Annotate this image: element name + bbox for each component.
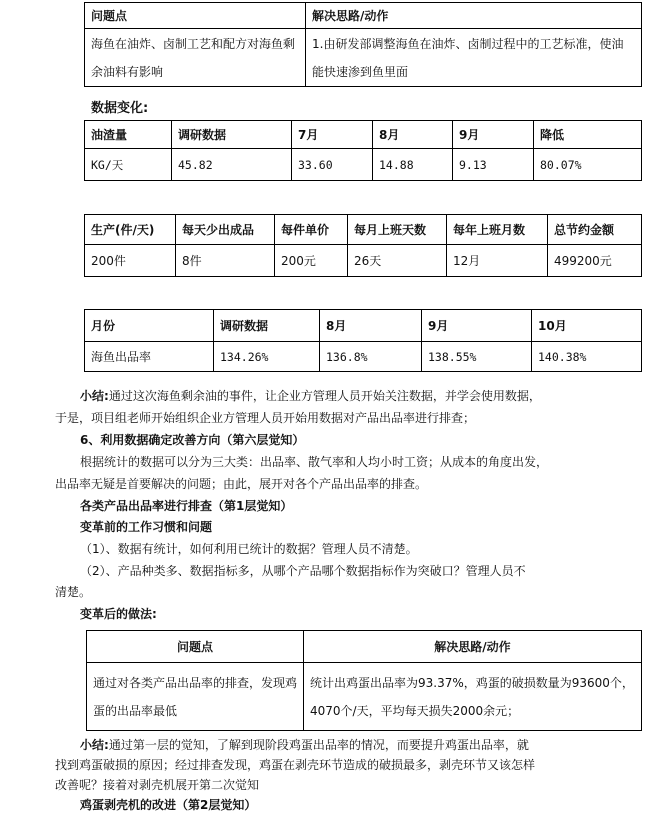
table2-header-4: 9月	[453, 121, 534, 149]
table5-header-solution: 解决思路/动作	[304, 631, 642, 663]
table2-cell-4: 9.13	[453, 149, 534, 181]
table1-header-problem: 问题点	[85, 3, 306, 29]
table4-cell-0: 海鱼出品率	[85, 342, 214, 372]
table4-cell-2: 136.8%	[320, 342, 422, 372]
table2-cell-5: 80.07%	[534, 149, 642, 181]
problem-solution-table-fish	[84, 2, 642, 87]
summary2-line3: 改善呢？接着对剥壳机展开第二次觉知	[55, 778, 260, 792]
summary1-label: 小结:	[80, 389, 109, 403]
summary2-text1: 通过第一层的觉知，了解到现阶段鸡蛋出品率的情况，而要提升鸡蛋出品率，就	[108, 738, 529, 752]
table3-cell-0: 200件	[85, 245, 176, 277]
table3-cell-1: 8件	[176, 245, 275, 277]
table3-cell-3: 26天	[348, 245, 447, 277]
summary1-line2: 于是，项目组老师开始组织企业方管理人员开始用数据对产品出品率进行排查；	[55, 411, 476, 425]
data-change-heading: 数据变化:	[91, 101, 149, 116]
table2-header-3: 8月	[373, 121, 453, 149]
table3-cell-5: 499200元	[548, 245, 642, 277]
table2-cell-3: 14.88	[373, 149, 453, 181]
table2-cell-1: 45.82	[172, 149, 292, 181]
table5-cell-problem: 通过对各类产品出品率的排查，发现鸡蛋的出品率最低	[87, 663, 304, 731]
summary2-label: 小结:	[80, 738, 109, 752]
table2-header-2: 7月	[292, 121, 373, 149]
table4-cell-3: 138.55%	[422, 342, 532, 372]
table3-header-2: 每件单价	[275, 215, 348, 245]
table4-cell-4: 140.38%	[532, 342, 642, 372]
table2-cell-2: 33.60	[292, 149, 373, 181]
oil-residue-table	[84, 120, 642, 181]
section6-title: 6、利用数据确定改善方向（第六层觉知）	[80, 433, 305, 447]
table4-header-0: 月份	[85, 310, 214, 342]
item2-line2: 清楚。	[55, 585, 92, 599]
summary1-line1	[80, 386, 541, 406]
item1: （1）、数据有统计，如何利用已统计的数据？管理人员不清楚。	[80, 542, 418, 556]
item2-line1: （2）、产品种类多、数据指标多，从哪个产品哪个数据指标作为突破口？管理人员不	[80, 564, 526, 578]
table1-cell-problem	[85, 29, 306, 87]
table1-cell-problem-text: 鱼在油炸、卤制工艺和配方对海鱼剩余油料有影响	[91, 36, 296, 79]
table1-cell-solution: 1.由研发部调整海鱼在油炸、卤制过程中的工艺标准，使油能快速渗到鱼里面	[306, 29, 642, 87]
before-change-title: 变革前的工作习惯和问题	[80, 520, 213, 534]
layer1-title: 各类产品出品率进行排查（第1层觉知）	[80, 499, 293, 513]
after-change-title: 变革后的做法:	[80, 607, 157, 621]
table1-header-solution: 解决思路/动作	[306, 3, 642, 29]
table4-header-4: 10月	[532, 310, 642, 342]
table2-cell-0: KG/天	[85, 149, 172, 181]
table2-header-1: 调研数据	[172, 121, 292, 149]
summary2-line1	[80, 735, 529, 755]
table4-header-3: 9月	[422, 310, 532, 342]
savings-table	[84, 214, 642, 277]
table1-cell-problem-prefix: 海	[91, 36, 104, 51]
table3-header-1: 每天少出成品	[176, 215, 275, 245]
para6-line2: 出品率无疑是首要解决的问题；由此，展开对各个产品出品率的排查。	[55, 477, 428, 491]
table5-header-problem: 问题点	[87, 631, 304, 663]
table4-cell-1: 134.26%	[214, 342, 320, 372]
summary2-line2: 找到鸡蛋破损的原因；经过排查发现，鸡蛋在剥壳环节造成的破损最多，剥壳环节又该怎样	[55, 758, 536, 772]
table2-header-0: 油渣量	[85, 121, 172, 149]
table2-header-5: 降低	[534, 121, 642, 149]
summary1-text1: 通过这次海鱼剩余油的事件，让企业方管理人员开始关注数据，并学会使用数据，	[108, 389, 541, 403]
problem-solution-table-egg	[86, 630, 642, 731]
table3-header-3: 每月上班天数	[348, 215, 447, 245]
layer2-title: 鸡蛋剥壳机的改进（第2层觉知）	[80, 798, 257, 812]
fish-yield-table	[84, 309, 642, 372]
table5-cell-solution: 统计出鸡蛋出品率为93.37%，鸡蛋的破损数量为93600个，4070个/天，平均每天损失2000余元；	[304, 663, 642, 731]
table3-header-5: 总节约金额	[548, 215, 642, 245]
table3-header-4: 每年上班月数	[447, 215, 548, 245]
table4-header-2: 8月	[320, 310, 422, 342]
table3-cell-4: 12月	[447, 245, 548, 277]
table4-header-1: 调研数据	[214, 310, 320, 342]
para6-line1: 根据统计的数据可以分为三大类：出品率、散气率和人均小时工资；从成本的角度出发，	[80, 455, 549, 469]
table3-header-0: 生产(件/天)	[85, 215, 176, 245]
table3-cell-2: 200元	[275, 245, 348, 277]
